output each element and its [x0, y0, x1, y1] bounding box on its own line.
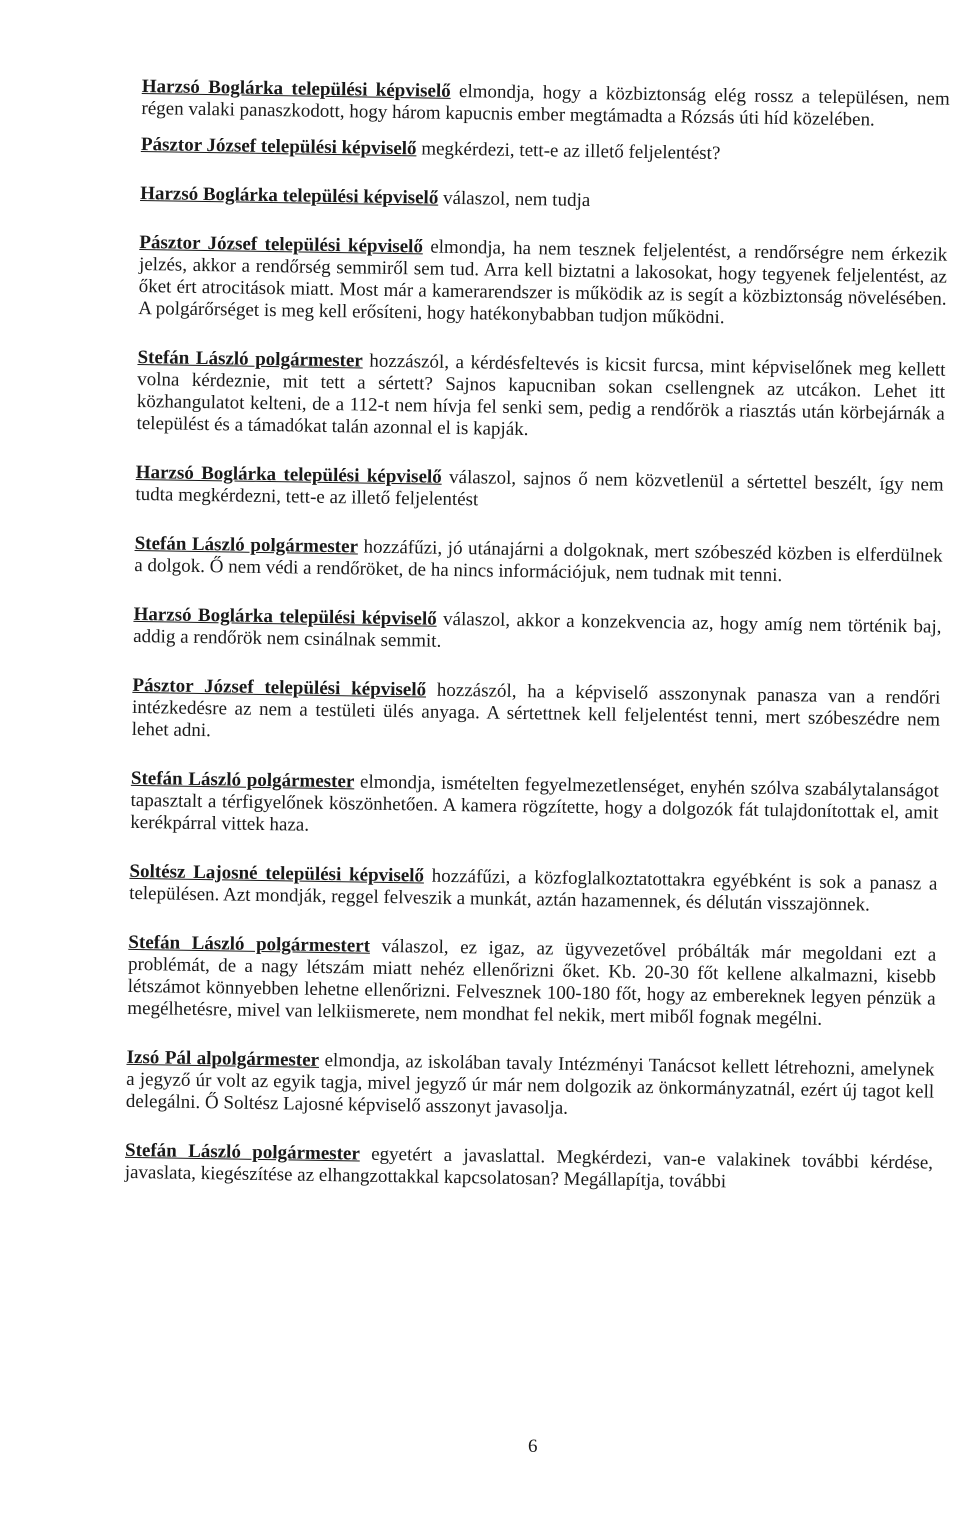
speaker-name: Stefán László polgármester [130, 767, 355, 793]
speaker-name: Pásztor József települési képviselő [140, 133, 417, 160]
speaker-name: Stefán László polgármester [124, 1139, 361, 1165]
paragraph-text: elmondja, hogy a közbiztonság elég rossz a településen, nem régen valaki panaszkodott, hogy három kapucnis ember megtámadta a Rózsás úti híd közelében. [141, 80, 950, 131]
speaker-name: Harzsó Boglárka települési képviselő [139, 182, 439, 209]
paragraph-text: válaszol, nem tudja [438, 187, 591, 212]
paragraph [129, 861, 938, 918]
speaker-name: Stefán László polgármestert [128, 931, 371, 957]
speaker-name: Harzsó Boglárka települési képviselő [135, 461, 442, 488]
speaker-name: Pásztor József települési képviselő [132, 674, 427, 701]
paragraph-text: válaszol, akkor a konzekvencia az, hogy amíg nem történik baj, addig a rendőrök nem csinálnak semmit. [133, 608, 942, 652]
paragraph [134, 533, 943, 590]
speaker-name: Soltész Lajosné települési képviselő [129, 860, 425, 887]
paragraph [135, 462, 944, 519]
paragraph-text: hozzáfűzi, jó utánajárni a dolgoknak, mert szóbeszéd közben is elferdülnek a dolgok. Ő nem védi a rendőröket, de ha nincs információjuk, nem tudnak mit tenni. [134, 536, 943, 587]
paragraph [130, 768, 939, 847]
paragraph-text: hozzászól, a kérdésfeltevés is kicsit furcsa, mint képviselőnek meg kellett volna kérdeznie, mit tett a sértett? Sajnos kapucniban sokan csellengnek az utcákon. Lehet itt közhangulatot kelteni, de a 112-t nem hívja fel senki sem, pedig a rendőrök a riasztás után körbejárnák a települést és a támadókat talán azonnal el is kapják. [136, 350, 946, 441]
paragraph-text: válaszol, ez igaz, az ügyvezetővel próbálták már megoldani ezt a problémát, de a nagy létszám miatt nehéz ellenőrizni őket. Kb. 20-30 főt kellene alkalmazni, kisebb létszámot könnyebben lehetne ellenőrizni. Felvesznek 100-180 főt, hogy az embereknek legyen pénzük a megélhetésre, mivel van lelkiismerete, nem mondhat fel nekik, mert miből fognak megélni. [127, 935, 937, 1030]
document-body [124, 76, 950, 1224]
paragraph [133, 604, 942, 661]
paragraph-text: megkérdezi, tett-e az illető feljelentést? [416, 138, 721, 165]
paragraph-text: elmondja, ismételten fegyelmezetlenséget, enyhén szólva szabálytalanságot tapasztalt a térfigyelőnek köszönhetően. A kamera rögzítette, hogy a dolgozók fát tulajdonítottak el, amit kerékpárral vittek haza. [130, 771, 940, 836]
speaker-name: Stefán László polgármester [134, 532, 359, 558]
paragraph [132, 675, 941, 754]
paragraph-text: elmondja, az iskolában tavaly Intézményi Tanácsot kellett létrehozni, amelynek a jegyző úr volt az egyik tagja, mivel jegyző úr már nem dolgozik az önkormányzatnál, ezért új tagot kell delegálni. Ő Soltész Lajosné képviselő asszonyt javasolja. [125, 1049, 935, 1119]
paragraph [125, 1140, 934, 1197]
paragraph-text: egyetért a javaslattal. Megkérdezi, van-e valakinek további kérdése, javaslata, kiegészítése az elhangzottakkal kapcsolatosan? Megállapítja, további [124, 1143, 934, 1193]
paragraph-text: hozzászól, ha a képviselő asszonynak panasza van a rendőri intézkedésre az nem a testületi ülés anyaga. A sértettnek kell feljelentést tenni, mert szóbeszédre nem lehet adni. [131, 679, 941, 742]
speaker-name: Stefán László polgármester [137, 346, 363, 372]
paragraph-text: válaszol, sajnos ő nem közvetlenül a sértettel beszélt, így nem tudta megkérdezni, tett-e az illető feljelentést [135, 466, 944, 511]
speaker-name: Pásztor József települési képviselő [139, 231, 424, 258]
page-number: 6 [528, 1436, 538, 1457]
speaker-name: Izsó Pál alpolgármester [126, 1046, 320, 1071]
paragraph [127, 932, 936, 1033]
paragraph [140, 183, 948, 218]
paragraph [136, 347, 945, 448]
paragraph [141, 76, 950, 133]
paragraph-text: elmondja, ha nem tesznek feljelentést, a rendőrségre nem érkezik jelzés, akkor a rendőrség semmiről sem tud. Arra kell biztatni a lakosokat, hogy tegyenek feljelentést, az őket ért atrocitások miatt. Most már a kamerarendszer is működik az is segít a közbiztonság növelésében. A polgárőrséget is meg kell erősíteni, hogy hatékonybabban tudjon működni. [138, 236, 948, 329]
paragraph-text: hozzáfűzi, a közfoglalkoztatottakra egyébként is sok a panasz a településen. Azt mondják, reggel felveszik a munkát, aztán hazamennek, és délután visszajönnek. [128, 865, 938, 916]
paragraph [126, 1047, 935, 1126]
speaker-name: Harzsó Boglárka települési képviselő [133, 603, 437, 630]
paragraph [141, 134, 949, 169]
speaker-name: Harzsó Boglárka települési képviselő [141, 76, 451, 102]
paragraph [138, 232, 947, 333]
